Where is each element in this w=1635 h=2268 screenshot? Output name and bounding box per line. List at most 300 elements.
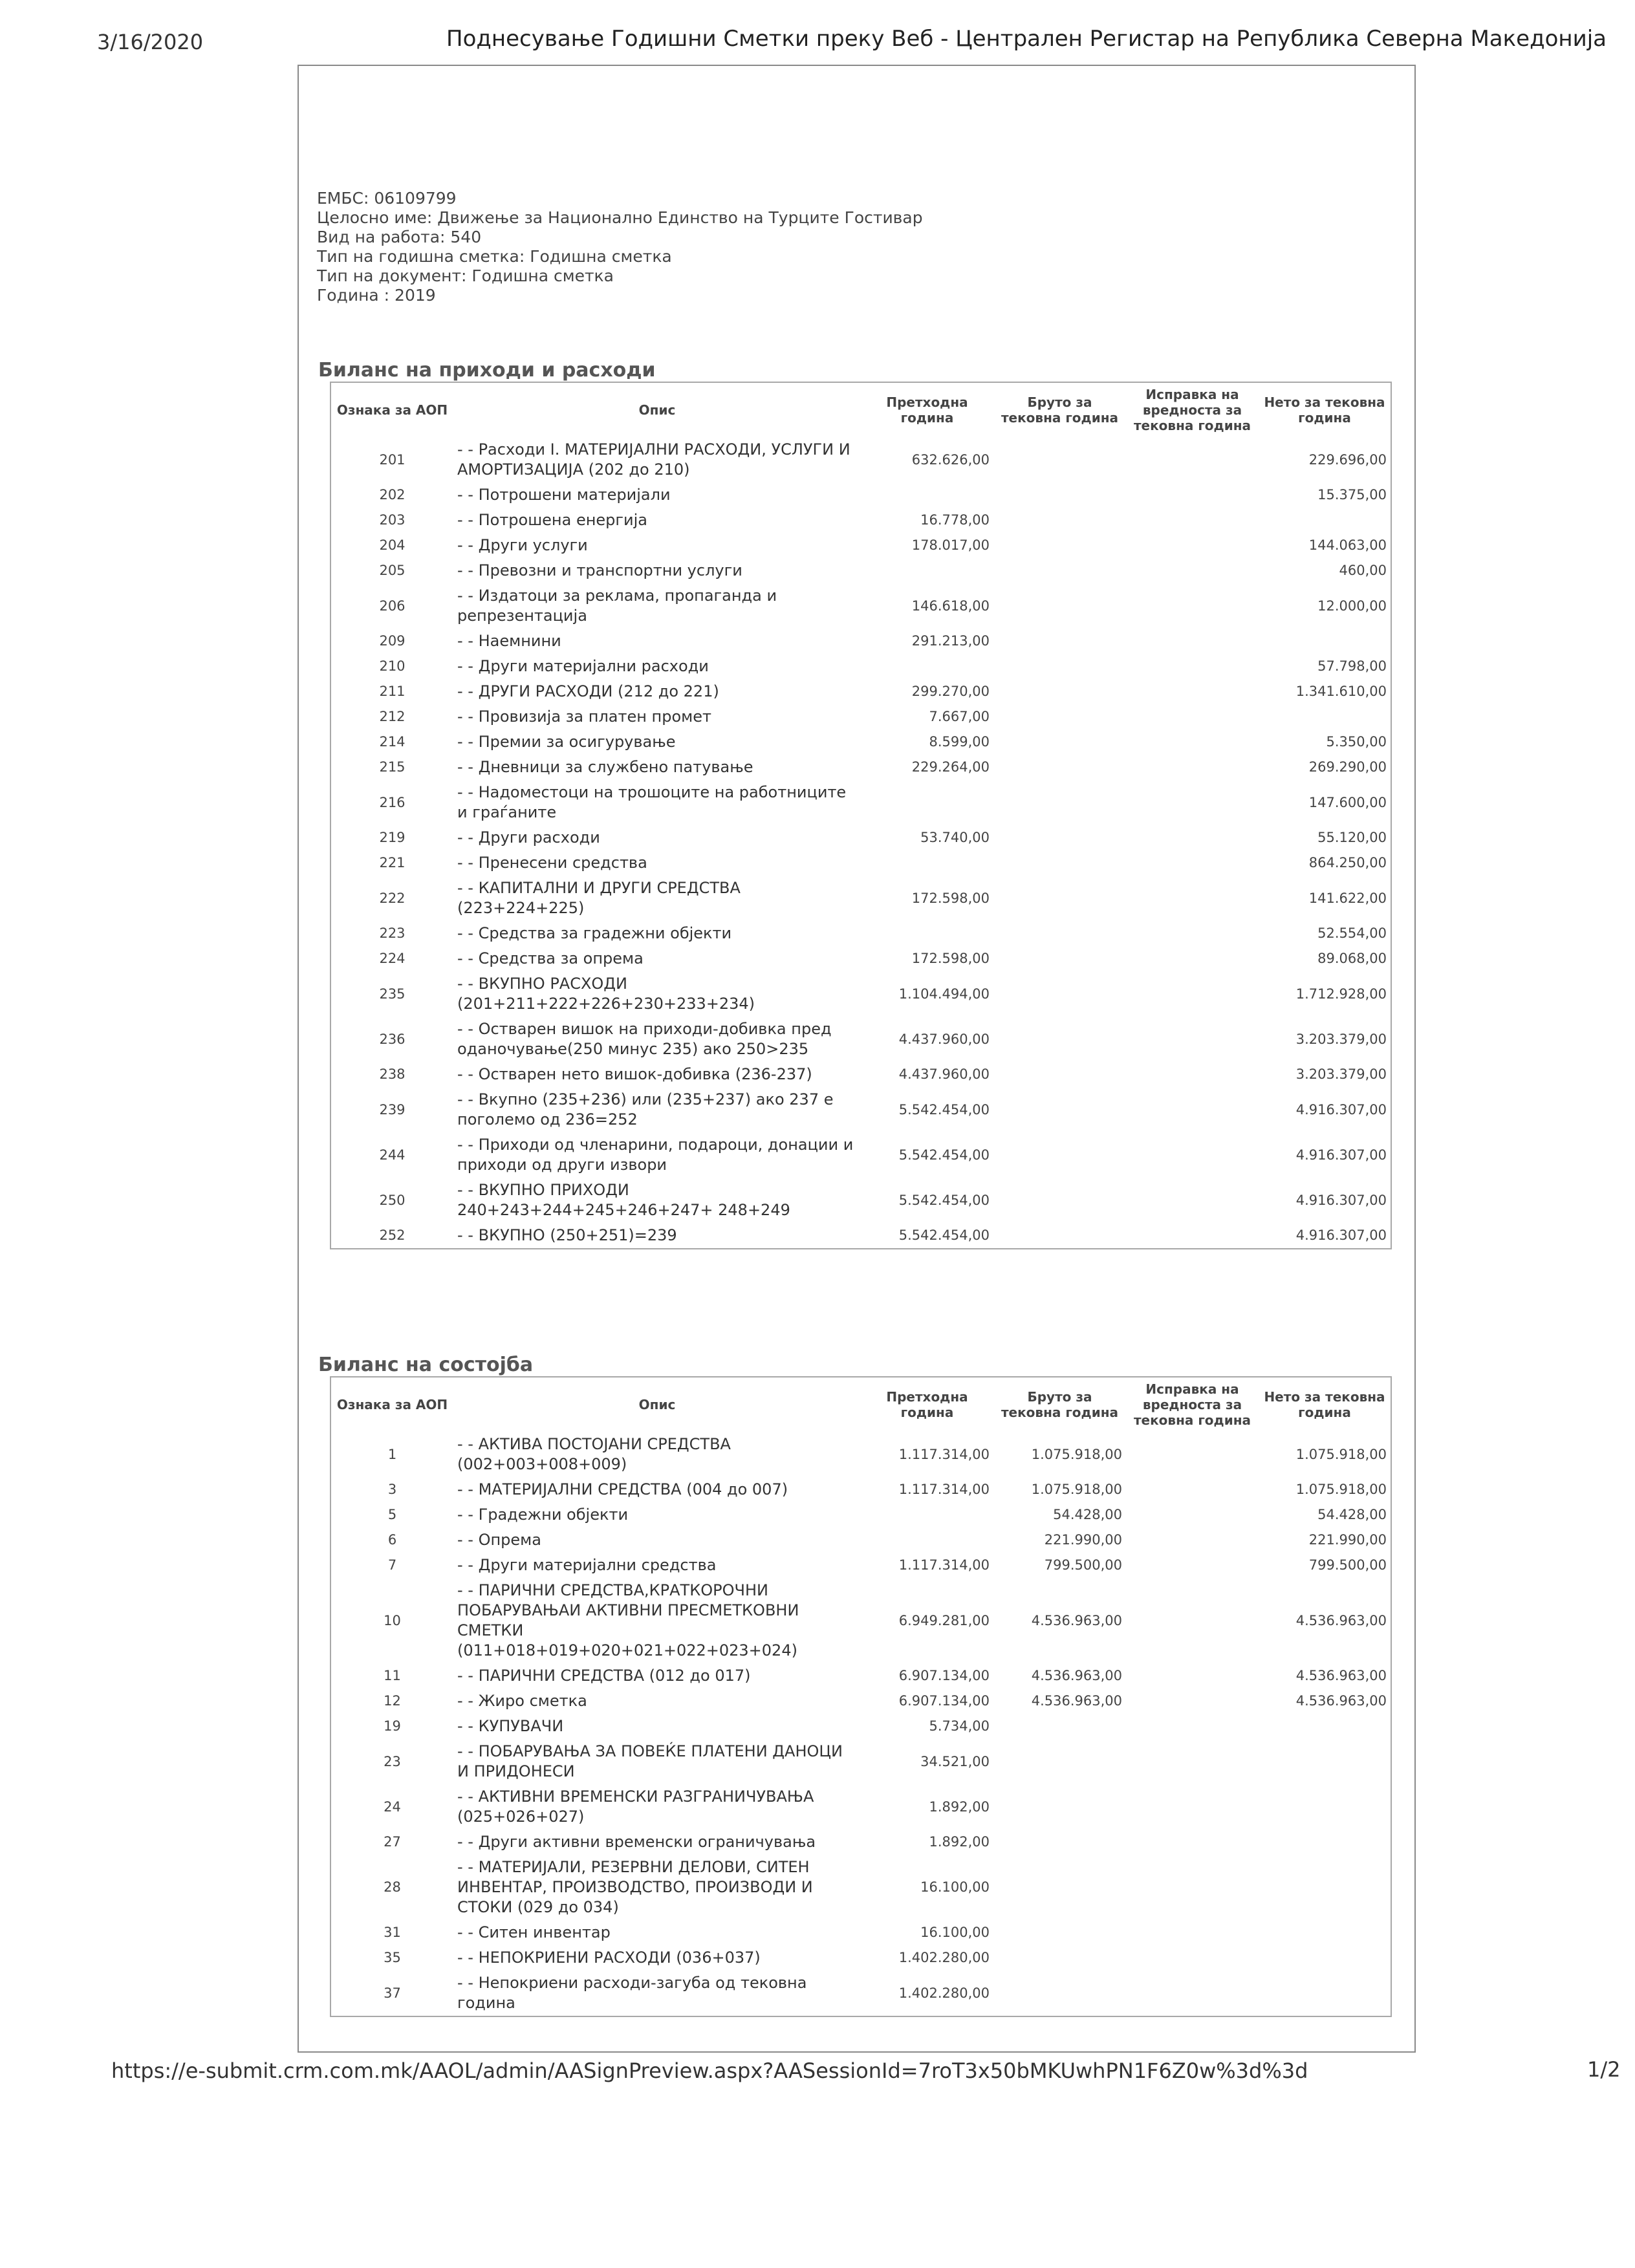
row-description: - - Приходи од членарини, подароци, донации и приходи од други извори <box>457 1136 854 1174</box>
previous-year-value: 4.437.960,00 <box>898 1031 990 1047</box>
row-description: - - Средства за градежни објекти <box>457 924 732 942</box>
row-description: - - ДРУГИ РАСХОДИ (212 до 221) <box>457 682 719 700</box>
gross-current-value <box>993 921 1126 946</box>
activity-line: Вид на работа: 540 <box>317 228 482 246</box>
page-number: 1/2 <box>1587 2057 1621 2082</box>
previous-year-value: 1.117.314,00 <box>898 1446 990 1462</box>
table-row <box>330 1528 1391 1553</box>
table-row <box>330 1945 1391 1971</box>
aop-code: 205 <box>379 563 406 578</box>
gross-current-value <box>993 971 1126 1017</box>
adjustment-value <box>1126 1087 1259 1132</box>
header-gross-current: Бруто за тековна година <box>1001 394 1119 426</box>
adjustment-value <box>1126 1784 1259 1830</box>
table-row <box>330 558 1391 583</box>
previous-year-value: 146.618,00 <box>911 598 990 614</box>
previous-year-value <box>861 921 993 946</box>
header-adjustment: Исправка на вредноста за тековна година <box>1133 387 1251 433</box>
header-description: Опис <box>638 402 676 418</box>
row-description: - - КУПУВАЧИ <box>457 1717 564 1735</box>
previous-year-value: 5.542.454,00 <box>898 1147 990 1163</box>
aop-code: 19 <box>384 1718 401 1734</box>
aop-code: 3 <box>387 1482 397 1497</box>
row-description: - - Непокриени расходи-загуба од тековна година <box>457 1974 807 2012</box>
net-current-value: 12.000,00 <box>1317 598 1387 614</box>
table-row <box>330 1017 1391 1062</box>
net-current-value: 1.075.918,00 <box>1295 1446 1387 1462</box>
embs-line: ЕМБС: 06109799 <box>317 189 457 208</box>
previous-year-value: 16.100,00 <box>920 1925 990 1940</box>
row-description: - - Издатоци за реклама, пропаганда и репрезентација <box>457 587 777 625</box>
gross-current-value <box>993 876 1126 921</box>
gross-current-value: 221.990,00 <box>1044 1532 1122 1548</box>
aop-code: 216 <box>379 794 406 810</box>
adjustment-value <box>1126 850 1259 876</box>
table-header-row <box>330 1377 1391 1432</box>
adjustment-value <box>1126 508 1259 533</box>
row-description: - - Превозни и транспортни услуги <box>457 561 742 579</box>
row-description: - - ВКУПНО ПРИХОДИ 240+243+244+245+246+247+ 248+249 <box>457 1181 790 1219</box>
previous-year-value <box>861 1502 993 1528</box>
gross-current-value <box>993 825 1126 850</box>
net-current-value: 57.798,00 <box>1317 658 1387 674</box>
adjustment-value <box>1126 1830 1259 1855</box>
row-description: - - АКТИВА ПОСТОЈАНИ СРЕДСТВА (002+003+008+009) <box>457 1435 731 1473</box>
table-row <box>330 876 1391 921</box>
adjustment-value <box>1126 1432 1259 1477</box>
gross-current-value <box>993 1971 1126 2016</box>
table-row <box>330 755 1391 780</box>
aop-code: 215 <box>379 759 406 775</box>
aop-code: 31 <box>384 1925 401 1940</box>
aop-code: 7 <box>387 1557 397 1573</box>
previous-year-value <box>861 1528 993 1553</box>
net-current-value: 4.916.307,00 <box>1295 1227 1387 1243</box>
gross-current-value <box>993 755 1126 780</box>
net-current-value: 864.250,00 <box>1308 855 1387 870</box>
net-current-value: 229.696,00 <box>1308 451 1387 468</box>
adjustment-value <box>1126 1578 1259 1663</box>
row-description: - - Вкупно (235+236) или (235+237) ако 237 е поголемо од 236=252 <box>457 1090 834 1129</box>
row-description: - - Провизија за платен промет <box>457 707 712 726</box>
previous-year-value <box>861 780 993 825</box>
previous-year-value: 6.907.134,00 <box>898 1693 990 1709</box>
row-description: - - Средства за опрема <box>457 949 644 967</box>
adjustment-value <box>1126 533 1259 558</box>
aop-code: 209 <box>379 633 406 649</box>
adjustment-value <box>1126 482 1259 508</box>
income-statement-title: Биланс на приходи и расходи <box>318 359 656 382</box>
table-row <box>330 1784 1391 1830</box>
table-row <box>330 1062 1391 1087</box>
gross-current-value <box>993 1920 1126 1945</box>
header-gross-current: Бруто за тековна година <box>1001 1389 1119 1420</box>
table-row <box>330 1502 1391 1528</box>
gross-current-value <box>993 850 1126 876</box>
row-description: - - НЕПОКРИЕНИ РАСХОДИ (036+037) <box>457 1949 761 1967</box>
header-net-current: Нето за тековна година <box>1264 394 1385 426</box>
row-description: - - Други материјални расходи <box>457 657 709 675</box>
table-row <box>330 1830 1391 1855</box>
previous-year-value: 229.264,00 <box>911 759 990 775</box>
table-row <box>330 1132 1391 1178</box>
gross-current-value <box>993 1739 1126 1784</box>
table-row <box>330 1553 1391 1578</box>
net-current-value: 4.536.963,00 <box>1295 1668 1387 1683</box>
aop-code: 203 <box>379 512 406 528</box>
gross-current-value: 4.536.963,00 <box>1031 1612 1122 1628</box>
table-row <box>330 729 1391 755</box>
table-row <box>330 946 1391 971</box>
net-current-value: 4.916.307,00 <box>1295 1147 1387 1163</box>
net-current-value: 89.068,00 <box>1317 951 1387 966</box>
gross-current-value <box>993 558 1126 583</box>
row-description: - - Градежни објекти <box>457 1506 629 1524</box>
previous-year-value: 5.734,00 <box>929 1718 990 1734</box>
previous-year-value: 7.667,00 <box>929 709 990 724</box>
net-current-value <box>1259 1855 1391 1920</box>
table-row <box>330 1971 1391 2016</box>
gross-current-value <box>993 629 1126 654</box>
aop-code: 223 <box>379 925 406 941</box>
net-current-value: 221.990,00 <box>1308 1532 1387 1548</box>
gross-current-value <box>993 1830 1126 1855</box>
adjustment-value <box>1126 729 1259 755</box>
net-current-value: 4.536.963,00 <box>1295 1693 1387 1709</box>
document-type-line: Тип на документ: Годишна сметка <box>317 266 614 285</box>
row-description: - - Пренесени средства <box>457 854 647 872</box>
adjustment-value <box>1126 1945 1259 1971</box>
row-description: - - Дневници за службено патување <box>457 758 753 776</box>
table-row <box>330 971 1391 1017</box>
previous-year-value: 6.949.281,00 <box>898 1612 990 1628</box>
gross-current-value <box>993 1178 1126 1223</box>
net-current-value <box>1259 1830 1391 1855</box>
year-line: Година : 2019 <box>317 286 436 305</box>
previous-year-value: 1.402.280,00 <box>898 1950 990 1965</box>
table-row <box>330 704 1391 729</box>
aop-code: 221 <box>379 855 406 870</box>
previous-year-value: 5.542.454,00 <box>898 1192 990 1208</box>
table-row <box>330 1432 1391 1477</box>
gross-current-value <box>993 679 1126 704</box>
previous-year-value <box>861 850 993 876</box>
gross-current-value: 799.500,00 <box>1044 1557 1122 1573</box>
adjustment-value <box>1126 1223 1259 1249</box>
previous-year-value: 1.402.280,00 <box>898 1985 990 2001</box>
adjustment-value <box>1126 780 1259 825</box>
table-row <box>330 1714 1391 1739</box>
gross-current-value <box>993 1714 1126 1739</box>
net-current-value <box>1259 1971 1391 2016</box>
full-name-line: Целосно име: Движење за Национално Единство на Турците Гостивар <box>317 208 923 227</box>
table-row <box>330 1855 1391 1920</box>
net-current-value <box>1259 704 1391 729</box>
table-row <box>330 437 1391 482</box>
row-description: - - Жиро сметка <box>457 1692 587 1710</box>
gross-current-value <box>993 1945 1126 1971</box>
aop-code: 1 <box>387 1446 397 1462</box>
gross-current-value <box>993 729 1126 755</box>
previous-year-value <box>861 482 993 508</box>
previous-year-value: 16.100,00 <box>920 1879 990 1895</box>
table-row <box>330 921 1391 946</box>
net-current-value <box>1259 508 1391 533</box>
gross-current-value <box>993 780 1126 825</box>
net-current-value: 15.375,00 <box>1317 487 1387 502</box>
row-description: - - Други материјални средства <box>457 1556 717 1574</box>
aop-code: 224 <box>379 951 406 966</box>
gross-current-value <box>993 704 1126 729</box>
table-row <box>330 583 1391 629</box>
header-aop: Ознака за АОП <box>336 402 448 418</box>
aop-code: 204 <box>379 537 406 553</box>
adjustment-value <box>1126 583 1259 629</box>
adjustment-value <box>1126 1971 1259 2016</box>
net-current-value: 54.428,00 <box>1317 1507 1387 1522</box>
table-row <box>330 1087 1391 1132</box>
table-row <box>330 629 1391 654</box>
aop-code: 252 <box>379 1227 406 1243</box>
net-current-value: 4.916.307,00 <box>1295 1192 1387 1208</box>
previous-year-value: 1.892,00 <box>929 1798 990 1815</box>
net-current-value: 141.622,00 <box>1308 890 1387 906</box>
net-current-value: 4.536.963,00 <box>1295 1612 1387 1628</box>
adjustment-value <box>1126 1132 1259 1178</box>
net-current-value: 460,00 <box>1339 563 1387 578</box>
table-row <box>330 508 1391 533</box>
row-description: - - Други активни временски ограничувања <box>457 1833 816 1851</box>
aop-code: 244 <box>379 1147 406 1163</box>
header-description: Опис <box>638 1397 676 1412</box>
adjustment-value <box>1126 1920 1259 1945</box>
adjustment-value <box>1126 558 1259 583</box>
net-current-value: 1.075.918,00 <box>1295 1482 1387 1497</box>
income-statement-table <box>330 382 1392 1249</box>
gross-current-value <box>993 654 1126 679</box>
adjustment-value <box>1126 679 1259 704</box>
table-row <box>330 1178 1391 1223</box>
previous-year-value: 178.017,00 <box>911 537 990 553</box>
net-current-value: 1.341.610,00 <box>1295 684 1387 699</box>
adjustment-value <box>1126 704 1259 729</box>
gross-current-value <box>993 1062 1126 1087</box>
gross-current-value: 1.075.918,00 <box>1031 1482 1122 1497</box>
previous-year-value: 6.907.134,00 <box>898 1668 990 1683</box>
table-row <box>330 780 1391 825</box>
aop-code: 6 <box>387 1532 397 1548</box>
gross-current-value: 1.075.918,00 <box>1031 1446 1122 1462</box>
previous-year-value: 291.213,00 <box>911 633 990 649</box>
gross-current-value <box>993 1017 1126 1062</box>
net-current-value: 4.916.307,00 <box>1295 1101 1387 1118</box>
aop-code: 239 <box>379 1101 406 1118</box>
aop-code: 219 <box>379 830 406 845</box>
aop-code: 35 <box>384 1950 401 1965</box>
adjustment-value <box>1126 1855 1259 1920</box>
aop-code: 210 <box>379 658 406 674</box>
gross-current-value <box>993 1132 1126 1178</box>
adjustment-value <box>1126 1062 1259 1087</box>
aop-code: 5 <box>387 1507 397 1522</box>
balance-sheet-title: Биланс на состојба <box>318 1354 534 1376</box>
table-row <box>330 825 1391 850</box>
gross-current-value: 4.536.963,00 <box>1031 1668 1122 1683</box>
previous-year-value: 172.598,00 <box>911 890 990 906</box>
previous-year-value: 1.117.314,00 <box>898 1557 990 1573</box>
gross-current-value <box>993 1087 1126 1132</box>
adjustment-value <box>1126 1528 1259 1553</box>
aop-code: 214 <box>379 734 406 750</box>
adjustment-value <box>1126 437 1259 482</box>
net-current-value: 269.290,00 <box>1308 759 1387 775</box>
gross-current-value <box>993 508 1126 533</box>
row-description: - - КАПИТАЛНИ И ДРУГИ СРЕДСТВА (223+224+225) <box>457 879 741 917</box>
aop-code: 250 <box>379 1192 406 1208</box>
previous-year-value: 1.104.494,00 <box>898 986 990 1002</box>
print-page-title: Поднесување Годишни Сметки преку Веб - Централен Регистар на Република Северна Македонија <box>446 26 1607 52</box>
net-current-value <box>1259 629 1391 654</box>
row-description: - - Други расходи <box>457 828 600 847</box>
aop-code: 206 <box>379 598 406 614</box>
gross-current-value <box>993 482 1126 508</box>
gross-current-value <box>993 1784 1126 1830</box>
row-description: - - Потрошена енергија <box>457 511 647 529</box>
previous-year-value: 16.778,00 <box>920 512 990 528</box>
row-description: - - ПАРИЧНИ СРЕДСТВА (012 до 017) <box>457 1667 751 1685</box>
aop-code: 201 <box>379 451 406 468</box>
aop-code: 23 <box>384 1753 401 1769</box>
row-description: - - МАТЕРИЈАЛНИ СРЕДСТВА (004 до 007) <box>457 1480 788 1498</box>
table-row <box>330 1223 1391 1249</box>
header-adjustment: Исправка на вредноста за тековна година <box>1133 1381 1251 1428</box>
page-url: https://e-submit.crm.com.mk/AAOL/admin/AASignPreview.aspx?AASessionId=7roT3x50bMKUwhPN1F6Z0w%3d%3d <box>111 2058 1308 2083</box>
table-row <box>330 654 1391 679</box>
aop-code: 24 <box>384 1798 401 1815</box>
adjustment-value <box>1126 1663 1259 1689</box>
aop-code: 11 <box>384 1668 401 1683</box>
table-row <box>330 482 1391 508</box>
header-aop: Ознака за АОП <box>336 1397 448 1412</box>
table-row <box>330 1739 1391 1784</box>
gross-current-value <box>993 946 1126 971</box>
balance-rows <box>330 1432 1391 2016</box>
previous-year-value: 299.270,00 <box>911 684 990 699</box>
previous-year-value: 5.542.454,00 <box>898 1101 990 1118</box>
table-row <box>330 1920 1391 1945</box>
previous-year-value: 4.437.960,00 <box>898 1066 990 1082</box>
previous-year-value: 53.740,00 <box>920 830 990 845</box>
previous-year-value: 632.626,00 <box>911 451 990 468</box>
gross-current-value <box>993 437 1126 482</box>
previous-year-value: 34.521,00 <box>920 1753 990 1769</box>
adjustment-value <box>1126 1178 1259 1223</box>
previous-year-value: 8.599,00 <box>929 734 990 750</box>
gross-current-value <box>993 1855 1126 1920</box>
table-row <box>330 1689 1391 1714</box>
net-current-value: 3.203.379,00 <box>1295 1031 1387 1047</box>
aop-code: 10 <box>384 1612 401 1628</box>
table-header-row <box>330 382 1391 437</box>
row-description: - - Опрема <box>457 1531 541 1549</box>
table-row <box>330 1578 1391 1663</box>
row-description: - - Остварен вишок на приходи-добивка пред оданочување(250 минус 235) ако 250>235 <box>457 1020 832 1058</box>
aop-code: 236 <box>379 1031 406 1047</box>
row-description: - - Расходи I. МАТЕРИЈАЛНИ РАСХОДИ, УСЛУГИ И АМОРТИЗАЦИЈА (202 до 210) <box>457 440 850 479</box>
table-row <box>330 533 1391 558</box>
previous-year-value <box>861 654 993 679</box>
aop-code: 222 <box>379 890 406 906</box>
gross-current-value: 4.536.963,00 <box>1031 1693 1122 1709</box>
net-current-value: 1.712.928,00 <box>1295 986 1387 1002</box>
previous-year-value <box>861 558 993 583</box>
row-description: - - Остварен нето вишок-добивка (236-237) <box>457 1065 812 1083</box>
previous-year-value: 1.892,00 <box>929 1834 990 1850</box>
row-description: - - Потрошени материјали <box>457 486 671 504</box>
net-current-value: 5.350,00 <box>1326 734 1387 750</box>
aop-code: 12 <box>384 1693 401 1709</box>
adjustment-value <box>1126 1714 1259 1739</box>
table-row <box>330 850 1391 876</box>
header-previous-year: Претходна година <box>886 394 968 426</box>
adjustment-value <box>1126 876 1259 921</box>
aop-code: 238 <box>379 1066 406 1082</box>
net-current-value: 55.120,00 <box>1317 830 1387 845</box>
document-metadata <box>317 189 923 305</box>
row-description: - - Други услуги <box>457 536 588 554</box>
row-description: - - Ситен инвентар <box>457 1923 611 1941</box>
net-current-value <box>1259 1739 1391 1784</box>
row-description: - - МАТЕРИЈАЛИ, РЕЗЕРВНИ ДЕЛОВИ, СИТЕН ИНВЕНТАР, ПРОИЗВОДСТВО, ПРОИЗВОДИ И СТОКИ (029 до 034) <box>457 1858 813 1916</box>
adjustment-value <box>1126 1689 1259 1714</box>
aop-code: 212 <box>379 709 406 724</box>
income-rows <box>330 437 1391 1249</box>
adjustment-value <box>1126 629 1259 654</box>
aop-code: 27 <box>384 1834 401 1850</box>
row-description: - - Надоместоци на трошоците на работниците и граѓаните <box>457 783 847 821</box>
table-row <box>330 679 1391 704</box>
net-current-value <box>1259 1784 1391 1830</box>
gross-current-value <box>993 1223 1126 1249</box>
net-current-value: 3.203.379,00 <box>1295 1066 1387 1082</box>
gross-current-value <box>993 583 1126 629</box>
row-description: - - ВКУПНО (250+251)=239 <box>457 1226 677 1244</box>
row-description: - - Наемнини <box>457 632 561 650</box>
header-net-current: Нето за тековна година <box>1264 1389 1385 1420</box>
adjustment-value <box>1126 1477 1259 1502</box>
adjustment-value <box>1126 1502 1259 1528</box>
row-description: - - Премии за осигурување <box>457 733 676 751</box>
adjustment-value <box>1126 755 1259 780</box>
gross-current-value: 54.428,00 <box>1053 1507 1122 1522</box>
row-description: - - ПАРИЧНИ СРЕДСТВА,КРАТКОРОЧНИ ПОБАРУВАЊАИ АКТИВНИ ПРЕСМЕТКОВНИ СМЕТКИ (011+018+019+020+021+022+023+024) <box>457 1581 799 1659</box>
table-row <box>330 1663 1391 1689</box>
header-previous-year: Претходна година <box>886 1389 968 1420</box>
aop-code: 37 <box>384 1985 401 2001</box>
adjustment-value <box>1126 946 1259 971</box>
net-current-value: 52.554,00 <box>1317 925 1387 941</box>
aop-code: 211 <box>379 684 406 699</box>
net-current-value <box>1259 1714 1391 1739</box>
previous-year-value: 172.598,00 <box>911 951 990 966</box>
balance-sheet-table <box>330 1376 1392 2017</box>
adjustment-value <box>1126 1017 1259 1062</box>
adjustment-value <box>1126 921 1259 946</box>
net-current-value <box>1259 1920 1391 1945</box>
adjustment-value <box>1126 971 1259 1017</box>
adjustment-value <box>1126 825 1259 850</box>
net-current-value: 144.063,00 <box>1308 537 1387 553</box>
